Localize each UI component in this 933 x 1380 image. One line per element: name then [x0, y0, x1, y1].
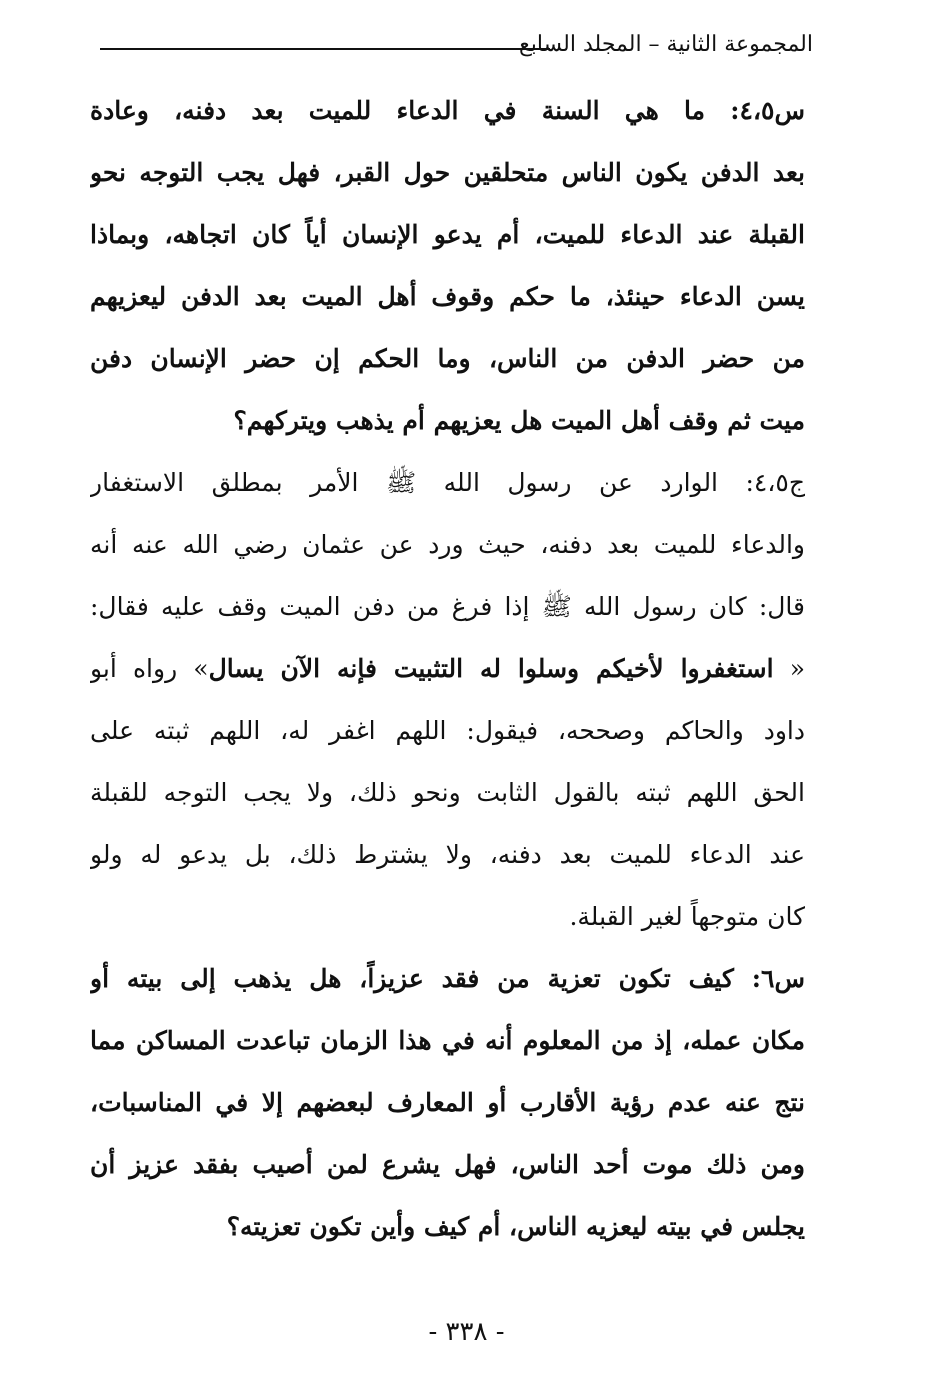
answer-line: عند الدعاء للميت بعد دفنه، ولا يشترط ذلك، بل يدعو له ولو	[90, 840, 805, 869]
answer-line: داود والحاكم وصححه، فيقول: اللهم اغفر له، اللهم ثبته على	[90, 716, 805, 745]
question-line: نتج عنه عدم رؤية الأقارب أو المعارف لبعضهم إلا في المناسبات،	[90, 1088, 805, 1117]
question-block-1	[90, 80, 805, 452]
question-line: القبلة عند الدعاء للميت، أم يدعو الإنسان أياً كان اتجاهه، وبماذا	[90, 220, 805, 249]
answer-block-1	[90, 452, 805, 948]
question-line: من حضر الدفن من الناس، وما الحكم إن حضر الإنسان دفن	[90, 344, 805, 373]
answer-line: قال: كان رسول الله ﷺ إذا فرغ من دفن الميت وقف عليه فقال:	[90, 592, 805, 621]
question-line: يسن الدعاء حينئذ، ما حكم وقوف أهل الميت بعد الدفن ليعزيهم	[90, 282, 805, 311]
question-line: ومن ذلك موت أحد الناس، فهل يشرع لمن أصيب بفقد عزيز أن	[90, 1150, 805, 1179]
quote-open-mark: «	[773, 654, 805, 683]
question-line: ميت ثم وقف أهل الميت هل يعزيهم أم يذهب ويتركهم؟	[233, 406, 805, 435]
question-line: يجلس في بيته ليعزيه الناس، أم كيف وأين تكون تعزيته؟	[226, 1212, 805, 1241]
question-block-2	[90, 948, 805, 1258]
hadith-attribution: » رواه أبو	[90, 654, 209, 683]
question-line: مكان عمله، إذ من المعلوم أنه في هذا الزمان تباعدت المساكن مما	[90, 1026, 805, 1055]
header-rule	[100, 48, 550, 50]
answer-line: ج٤،٥: الوارد عن رسول الله ﷺ الأمر بمطلق الاستغفار	[90, 468, 805, 497]
question-line: بعد الدفن يكون الناس متحلقين حول القبر، فهل يجب التوجه نحو	[90, 158, 805, 187]
page-number: - ٣٣٨ -	[428, 1317, 505, 1347]
question-line: س٤،٥: ما هي السنة في الدعاء للميت بعد دفنه، وعادة	[90, 96, 805, 125]
question-line: س٦: كيف تكون تعزية من فقد عزيزاً، هل يذهب إلى بيته أو	[90, 964, 805, 993]
running-header: المجموعة الثانية – المجلد السابع	[519, 32, 813, 57]
hadith-quote: استغفروا لأخيكم وسلوا له التثبيت فإنه الآن يسال	[208, 654, 774, 683]
answer-line: الحق اللهم ثبته بالقول الثابت ونحو ذلك، ولا يجب التوجه للقبلة	[90, 778, 805, 807]
answer-line: والدعاء للميت بعد دفنه، حيث ورد عن عثمان رضي الله عنه أنه	[90, 530, 805, 559]
answer-line: كان متوجهاً لغير القبلة.	[569, 902, 805, 931]
answer-line-with-hadith	[90, 638, 805, 700]
